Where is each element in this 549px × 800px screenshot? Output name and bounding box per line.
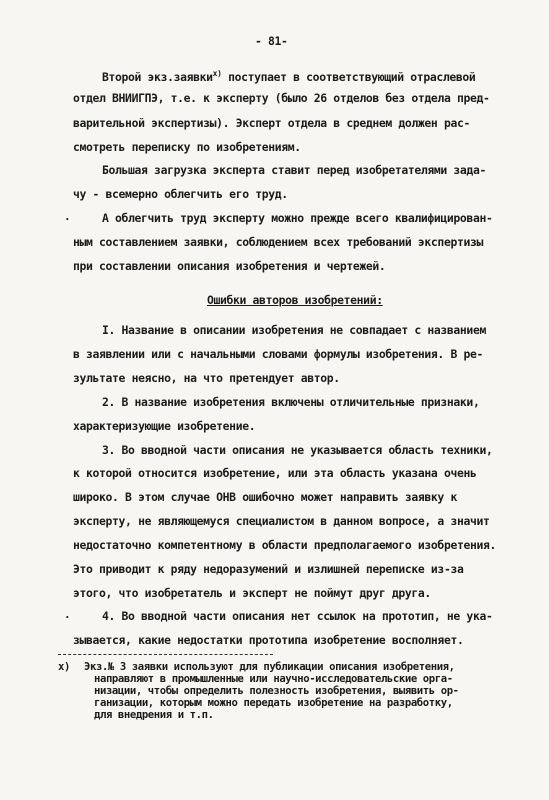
list-item-line: характеризующие изобретение. [73,419,256,433]
footnote-line: для внедрения и т.п. [94,709,214,721]
list-item-line: зывается, какие недостатки прототипа изобретение восполняет. [73,633,464,647]
list-item-line: недостаточно компетентному в области предполагаемого изобретения. [73,538,497,552]
footnote-marker: x) [212,69,222,78]
list-item-line: 2. В название изобретения включены отличительные признаки, [102,395,480,409]
footnote-line: Экз.№ 3 заявки используют для публикации описания изобретения, [84,661,455,673]
section-title: Ошибки авторов изобретений: [207,293,383,307]
body-line: ным составлением заявки, соблюдением всех требований экспертизы [73,235,483,249]
footnote-line: направляют в промышленные или научно-исследовательские орга- [94,673,453,685]
list-item-line: зультате неясно, на что претендует автор. [73,371,340,385]
margin-mark: . [64,210,71,223]
list-item-line: в заявлении или с начальными словами формулы изобретения. В ре- [73,347,483,361]
list-item-line: 3. Во вводной части описания не указывается область техники, [102,443,493,457]
list-item-line: широко. В этом случае ОНВ ошибочно может направить заявку к [73,490,457,504]
body-line: Большая загрузка эксперта ставит перед изобретателями зада- [102,163,486,177]
list-item-line: этого, что изобретатель и эксперт не поймут друг друга. [73,586,431,600]
list-item-line: Это приводит к ряду недоразумений и излишней переписке из-за [73,562,464,576]
list-item-line: I. Название в описании изобретения не совпадает с названием [102,323,486,337]
list-item-line: 4. Во вводной части описания нет ссылок на прототип, не ука- [102,609,493,623]
body-line: Второй экз.заявки$^{x)}$ поступает в соответствующий отраслевой [102,69,476,84]
body-line: варительной экспертизы). Эксперт отдела в среднем должен рас- [73,116,470,130]
list-item-line: к которой относится изобретение, или эта область указана очень [73,466,477,480]
body-line: А облегчить труд эксперту можно прежде всего квалифицирован- [102,211,493,225]
page-number: - 81- [255,34,288,48]
margin-mark: . [64,608,71,621]
footnote-line: ганизации, которым можно передать изобретение на разработку, [94,697,453,709]
body-line: отдел ВНИИГПЭ, т.е. к эксперту (было 26 отделов без отдела пред- [73,91,490,105]
body-line: при составлении описания изобретения и чертежей. [73,259,386,273]
footnote-separator [58,654,273,655]
footnote-line: низации, чтобы определить полезность изобретения, выявить ор- [94,685,459,697]
footnote-marker-label: x) [58,661,70,673]
body-line: чу - всемерно облегчить его труд. [73,187,288,201]
body-line: смотреть переписку по изобретениям. [73,140,301,154]
list-item-line: эксперту, не являющемуся специалистом в данном вопросе, а значит [73,514,490,528]
